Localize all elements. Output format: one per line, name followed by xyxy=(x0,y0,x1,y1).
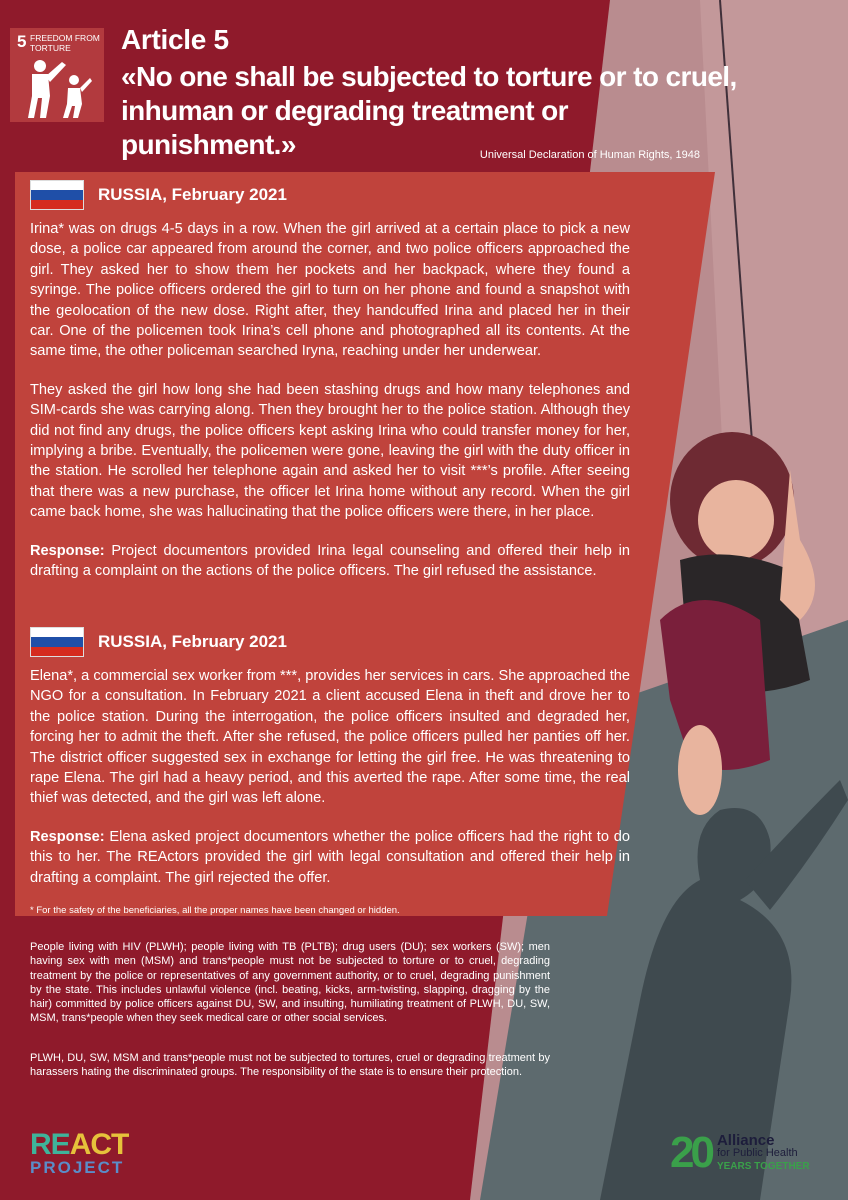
case-1-paragraph-1: Irina* was on drugs 4-5 days in a row. When the girl arrived at a certain place to pick a new dose, a police car appeared from around the corner, and two police officers approached the girl. They asked her to show them her pockets and her backpack, where they found a syringe. The police officers ordered the girl to turn on her phone and found a snapshot with the geolocation of the new dose. Right after, they handcuffed Irina and placed her in their car. One of the policemen took Irina’s cell phone and photographed all its contents. At the same time, the other policeman searched Iryna, reaching under her underwear. xyxy=(30,221,630,360)
case-2 xyxy=(30,627,630,906)
case-2-title: RUSSIA, February 2021 xyxy=(98,632,287,651)
react-project-logo xyxy=(30,1130,128,1178)
info-paragraph-1: People living with HIV (PLWH); people living with TB (PLTB); drug users (DU); sex workers (SW); men having sex with men (MSM) and trans*people must not be subjected to torture or to cruel, degrading treatment by the police or representatives of any government authority, or to cruel, degrading punishment by the state. This includes unlawful violence (incl. beating, kicks, arm-twisting, slapping, dragging by the hair) committed by police officers against DU, SW, and insulting, humiliating treatment of PLWH, DU, SW, MSM, trans*people when they seek medical care or other social services. xyxy=(30,941,550,1025)
case-1-paragraph-2: They asked the girl how long she had been stashing drugs and how many telephones and SIM-cards she was carrying along. Then they brought her to the police station. Although they did not find any drugs, the police officers kept asking Irina who could transfer money for her, implying a bribe. Eventually, the policemen were gone, leaving the girl with the duty officer in the station. He scrolled her telephone again and asked her to visit ***’s profile. After seeing that there was a new purchase, the officer let Irina home without any record. When the girl came back home, she was hallucinating that the police officers were there, in her place. xyxy=(30,381,630,521)
case-1-title: RUSSIA, February 2021 xyxy=(98,185,287,204)
response-text: Project documentors provided Irina legal counseling and offered their help in drafting a complaint on the actions of the police officers. The girl refused the assistance. xyxy=(30,542,630,580)
badge-label: FREEDOM FROM TORTURE xyxy=(30,33,100,53)
info-paragraph-2: PLWH, DU, SW, MSM and trans*people must not be subjected to tortures, cruel or degrading treatment by harassers hating the discriminated groups. The responsibility of the state is to ensure their protection. xyxy=(30,1052,550,1079)
source-citation: Universal Declaration of Human Rights, 1948 xyxy=(479,149,700,161)
response-label: Response: xyxy=(30,542,105,559)
react-logo-re: RE xyxy=(30,1128,70,1161)
footnote: * For the safety of the beneficiaries, all the proper names have been changed or hidden. xyxy=(30,905,400,916)
alliance-tagline: YEARS TOGETHER xyxy=(716,1160,810,1172)
alliance-20: 20 xyxy=(670,1128,711,1177)
case-2-response xyxy=(30,827,630,888)
article-title: Article 5 xyxy=(121,24,229,55)
case-1 xyxy=(30,180,630,600)
react-logo-project: PROJECT xyxy=(30,1158,125,1177)
sdg-badge xyxy=(10,28,104,122)
response-label: Response: xyxy=(30,828,105,845)
alliance-name: Alliance xyxy=(716,1131,775,1149)
russia-flag-icon xyxy=(30,180,84,210)
response-text: Elena asked project documentors whether the police officers had the right to do this to her. The REActors provided the girl with legal consultation and offered their help in drafting a complaint. The girl rejected the offer. xyxy=(30,828,630,886)
alliance-logo xyxy=(670,1128,810,1178)
badge-number: 5 xyxy=(17,32,27,51)
case-2-paragraph-1: Elena*, a commercial sex worker from ***, provides her services in cars. She approached the NGO for a consultation. In February 2021 a client accused Elena in theft and drove her to the police station. During the interrogation, the police officers insulted and degraded her, forcing her to admit the theft. After she refused, the police officers pulled her panties off her. The district officer suggested sex in exchange for letting the girl free. He was threatening to rape Elena. The girl had a heavy period, and this averted the rape. After some time, the real thief was detected, and the girl was left alone. xyxy=(30,668,630,807)
case-1-header xyxy=(30,180,630,210)
alliance-sub: for Public Health xyxy=(716,1146,798,1159)
torture-icon xyxy=(18,56,96,118)
react-logo-act: ACT xyxy=(69,1128,129,1161)
article-quote: «No one shall be subjected to torture or to cruel, inhuman or degrading treatment or punishment.» xyxy=(121,61,737,160)
case-2-header xyxy=(30,627,630,657)
case-1-response xyxy=(30,541,630,582)
russia-flag-icon xyxy=(30,627,84,657)
